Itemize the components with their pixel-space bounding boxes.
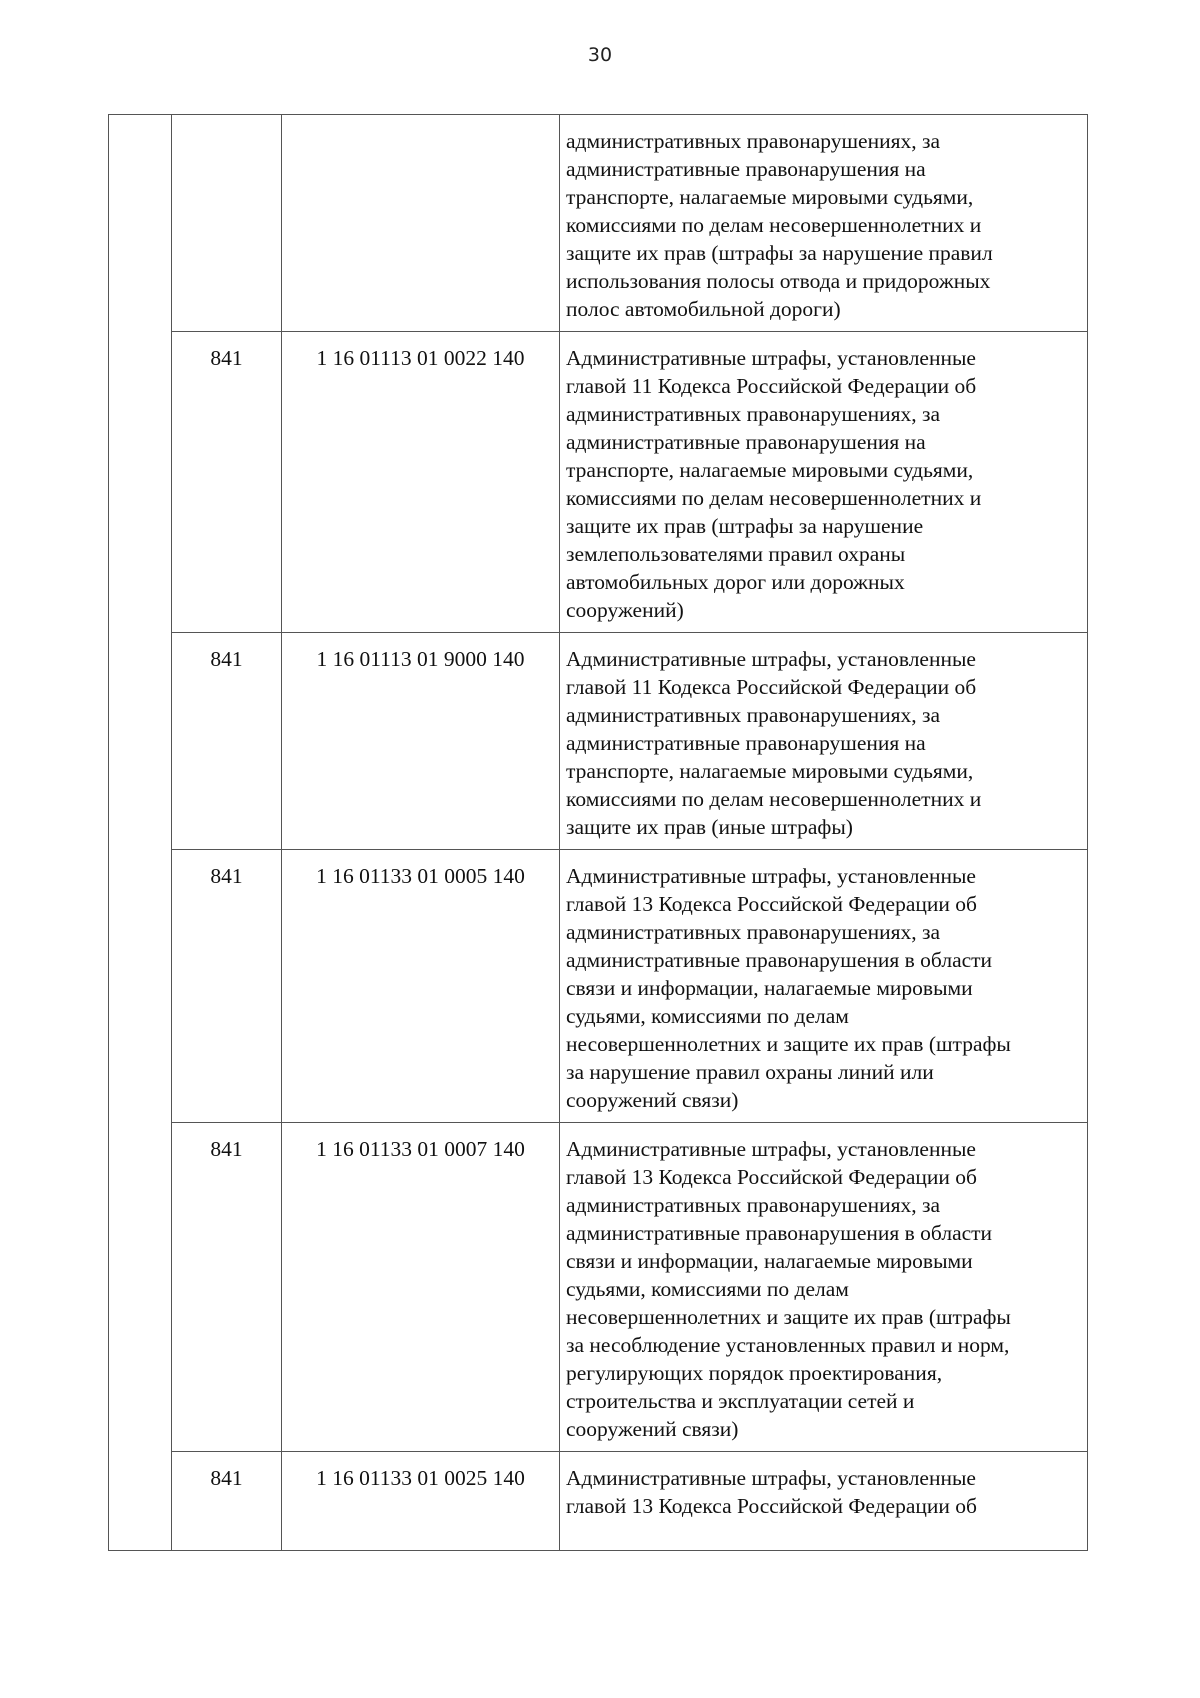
kbk-code-cell: 1 16 01113 01 0022 140 [282, 332, 560, 633]
description-cell [560, 850, 1088, 1123]
description-text: административных правонарушениях, за административные правонарушения на транспорте, налагаемые мировыми судьями, комиссиями по делам несовершеннолетних и защите их прав (штрафы за нарушение правил использования полосы отвода и придорожных полос автомобильной дороги) [566, 129, 993, 321]
admin-code-cell [172, 115, 282, 332]
index-column-cell [109, 115, 172, 1551]
admin-code-cell: 841 [172, 1452, 282, 1551]
admin-code-cell: 841 [172, 1123, 282, 1452]
table-row [109, 332, 1088, 633]
table-row [109, 633, 1088, 850]
page-number: 30 [587, 44, 613, 66]
table-row [109, 1123, 1088, 1452]
description-text: Административные штрафы, установленные главой 13 Кодекса Российской Федерации об [566, 1466, 977, 1518]
kbk-code-cell: 1 16 01113 01 9000 140 [282, 633, 560, 850]
description-cell [560, 1452, 1088, 1551]
description-text: Административные штрафы, установленные главой 11 Кодекса Российской Федерации об административных правонарушениях, за административные правонарушения на транспорте, налагаемые мировыми судьями, комиссиями по делам несовершеннолетних и защите их прав (иные штрафы) [566, 647, 982, 839]
table-row [109, 850, 1088, 1123]
table-row [109, 1452, 1088, 1551]
kbk-code-cell [282, 115, 560, 332]
description-cell [560, 115, 1088, 332]
description-text: Административные штрафы, установленные главой 13 Кодекса Российской Федерации об административных правонарушениях, за административные правонарушения в области связи и информации, налагаемые мировыми судьями, комиссиями по делам несовершеннолетних и защите их прав (штрафы за несоблюдение установленных правил и норм, регулирующих порядок проектирования, строительства и эксплуатации сетей и сооружений связи) [566, 1137, 1011, 1441]
kbk-code-cell: 1 16 01133 01 0025 140 [282, 1452, 560, 1551]
budget-codes-table [108, 114, 1088, 1551]
description-cell [560, 332, 1088, 633]
description-text: Административные штрафы, установленные главой 13 Кодекса Российской Федерации об административных правонарушениях, за административные правонарушения в области связи и информации, налагаемые мировыми судьями, комиссиями по делам несовершеннолетних и защите их прав (штрафы за нарушение правил охраны линий или сооружений связи) [566, 864, 1011, 1112]
kbk-code-cell: 1 16 01133 01 0007 140 [282, 1123, 560, 1452]
admin-code-cell: 841 [172, 850, 282, 1123]
description-text: Административные штрафы, установленные главой 11 Кодекса Российской Федерации об административных правонарушениях, за административные правонарушения на транспорте, налагаемые мировыми судьями, комиссиями по делам несовершеннолетних и защите их прав (штрафы за нарушение землепользователями правил охраны автомобильных дорог или дорожных сооружений) [566, 346, 982, 622]
admin-code-cell: 841 [172, 633, 282, 850]
description-cell [560, 1123, 1088, 1452]
description-cell [560, 633, 1088, 850]
table-row-continued [109, 115, 1088, 332]
kbk-code-cell: 1 16 01133 01 0005 140 [282, 850, 560, 1123]
admin-code-cell: 841 [172, 332, 282, 633]
